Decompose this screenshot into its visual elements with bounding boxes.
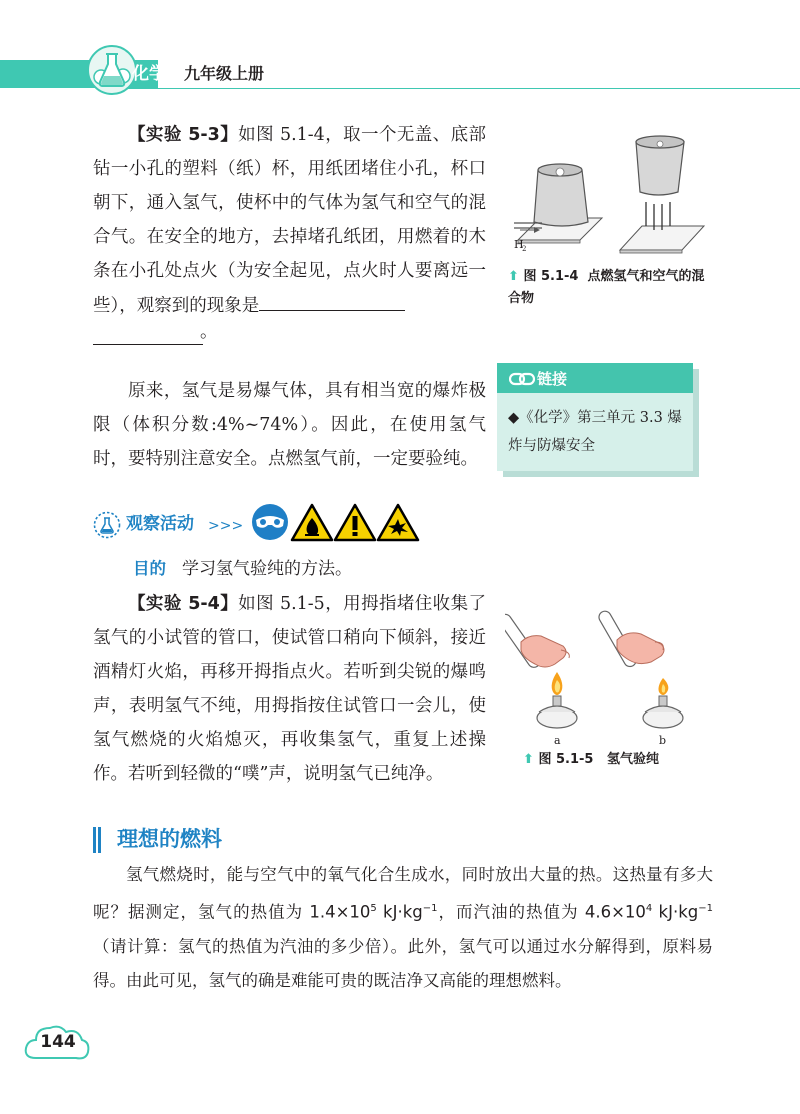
caption-number: 图 5.1-5 [538,752,594,767]
experiment-label: 【实验 5-4】 [128,594,239,614]
ideal-fuel-paragraph [93,858,713,998]
link-reference[interactable]: ◆《化学》第三单元 3.3 爆炸与防爆安全 [508,410,682,454]
caption-arrow-icon: ⬆ [508,269,519,284]
header-subject: 化学 [132,64,166,84]
fuel-text-1: 氢气燃烧时，能与空气中的氧气化合生成水，同时放出大量的热。这热量有多大呢？据测定，氢气的热值为 1.4×10 [93,865,713,922]
experiment-label: 【实验 5-3】 [128,125,239,145]
safety-icons [250,502,420,544]
gas-subscript: 2 [522,245,527,253]
caption-arrow-icon: ⬆ [523,752,534,767]
figure-5-1-5-illustration [505,600,710,748]
purpose-text: 学习氢气验纯的方法。 [182,559,352,579]
section-marker-icon [93,827,101,853]
label-b: b [659,734,667,747]
page-number: 144 [40,1032,76,1052]
observation-arrows: >>> [208,518,244,534]
caption-number: 图 5.1-4 [523,269,579,284]
flammable-icon [292,505,332,540]
unit-1: kJ·kg [376,902,423,922]
warning-icon [335,505,375,540]
experiment-5-3 [93,118,486,323]
unit-exponent-1: −1 [422,903,438,914]
figure-5-1-4-illustration [508,130,708,265]
caption-text: 点燃氢气和空气的混合物 [508,269,705,306]
header-grade: 九年级上册 [184,64,265,83]
sentence-end: 。 [200,322,218,342]
explosive-limit-text: 原来，氢气是易爆气体，具有相当宽的爆炸极限（体积分数:4%~74%）。因此，在使用氢气时，要特别注意安全。点燃氢气前，一定要验纯。 [93,381,486,469]
label-a: a [554,734,561,747]
section-title: 理想的燃料 [117,827,222,851]
goggles-icon [252,504,288,540]
panel-a [505,612,577,747]
answer-blank[interactable] [259,288,405,311]
unit-exponent-2: −1 [698,903,713,914]
figure-5-1-4-caption [508,266,708,310]
figure-5-1-5-caption [523,749,659,771]
unit-2: kJ·kg [652,902,699,922]
explosive-limit-paragraph [93,374,486,476]
caption-text: 氢气验纯 [607,752,660,767]
header-rule [120,88,800,89]
fuel-text-3: （请计算：氢气的热值为汽油的多少倍）。此外，氢气可以通过水分解得到，原料易得。由此可见，氢气的确是难能可贵的既洁净又高能的理想燃料。 [93,936,713,990]
experiment-text: 如图 5.1-5，用拇指堵住收集了氢气的小试管的管口，使试管口稍向下倾斜，接近酒精灯火焰，再移开拇指点火。若听到尖锐的爆鸣声，表明氢气不纯，用拇指按住试管口一会儿，使氢气燃烧的火焰熄灭，再收集氢气，重复上述操作。若听到轻微的“噗”声，说明氢气已纯净。 [93,594,486,784]
explosive-icon [378,505,418,540]
link-icon [509,372,535,386]
gas-label: H [514,238,524,251]
experiment-text: 如图 5.1-4，取一个无盖、底部钻一小孔的塑料（纸）杯，用纸团堵住小孔，杯口朝下，通入氢气，使杯中的气体为氢气和空气的混合气。在安全的地方，去掉堵孔纸团，用燃着的木条在小孔处点火（为安全起见，点火时人要离远一些），观察到的现象是 [93,125,486,316]
flask-icon [86,44,138,96]
answer-blank-continued[interactable] [93,324,203,345]
observation-icon [93,511,121,539]
fuel-text-2: ，而汽油的热值为 4.6×10 [437,902,646,922]
experiment-5-4 [93,587,486,791]
panel-b [597,609,683,747]
purpose-label: 目的 [133,559,166,578]
exponent-2: 4 [645,903,653,914]
observation-title: 观察活动 [126,514,194,534]
exponent-1: 5 [370,903,377,914]
link-title: 链接 [537,370,568,388]
